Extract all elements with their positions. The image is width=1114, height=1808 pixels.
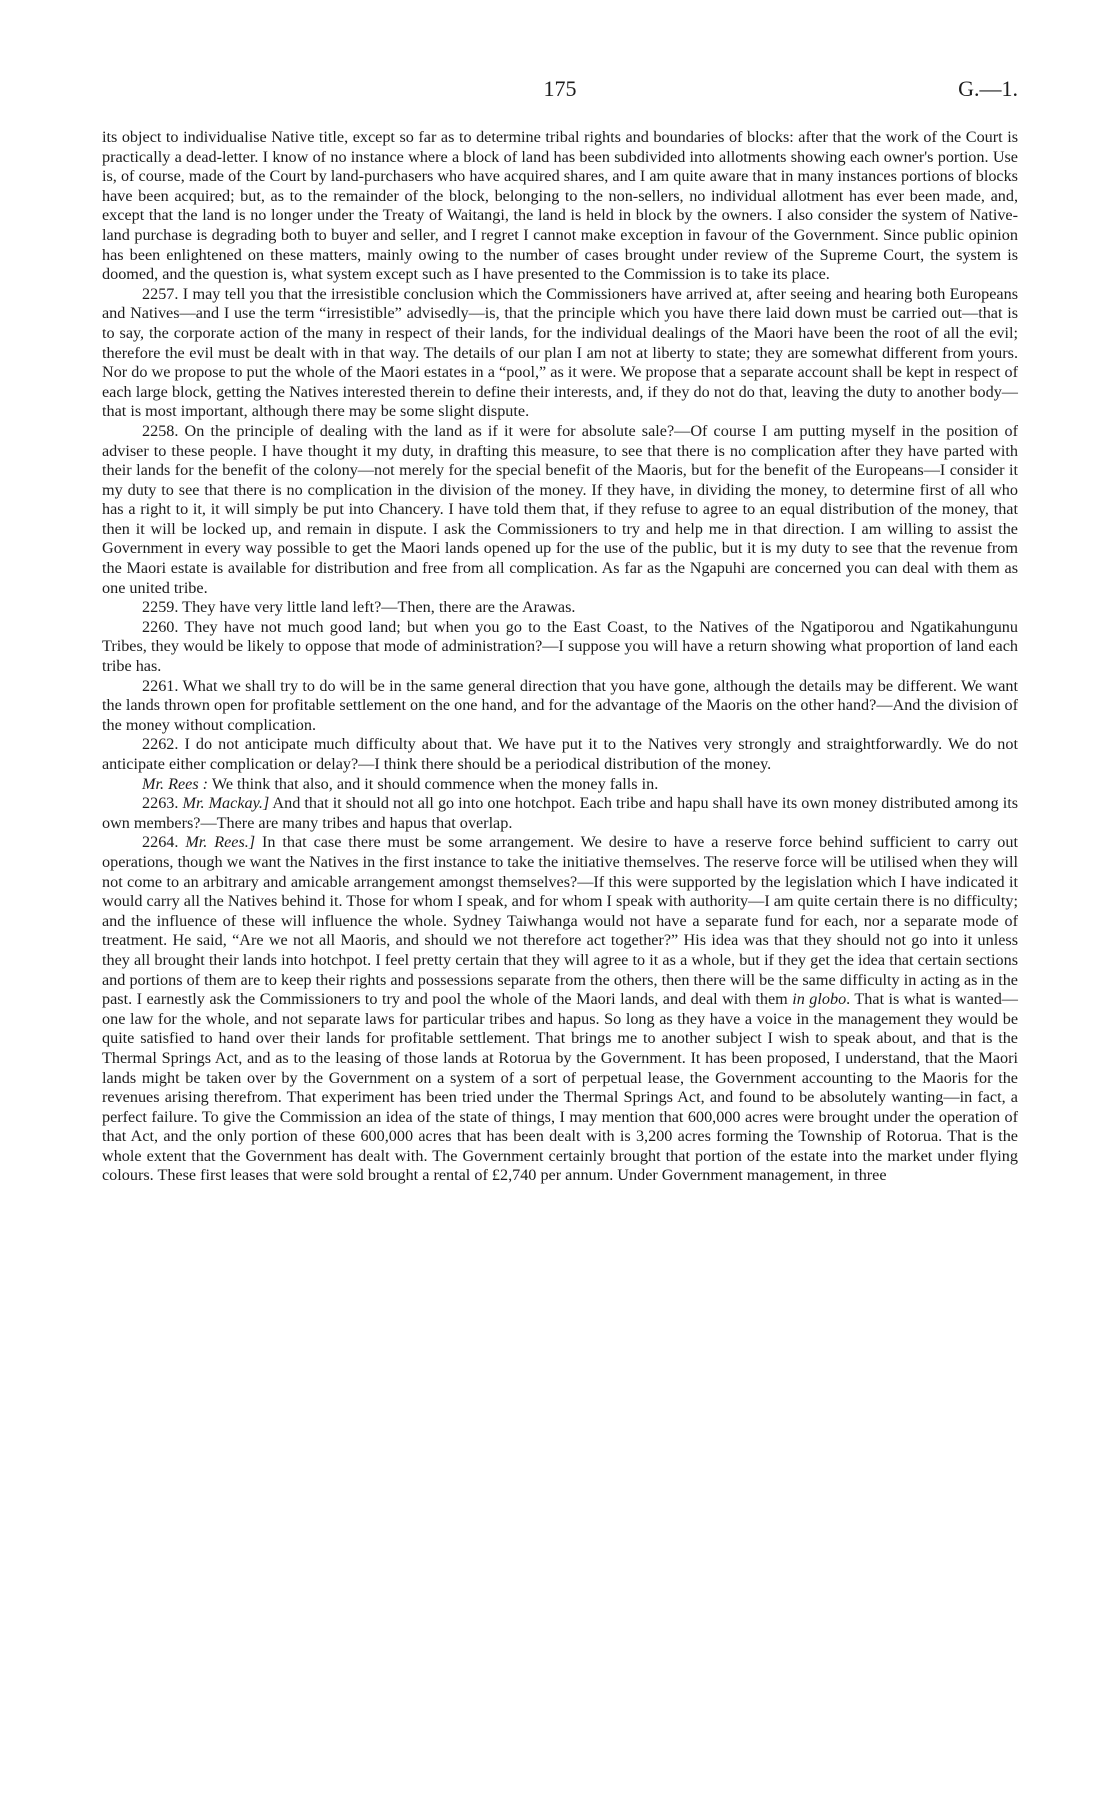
- speaker-name: Mr. Rees.]: [185, 833, 256, 852]
- paragraph-text: 2257. I may tell you that the irresistible conclusion which the Commissioners have arrived at, after seeing and hearing both Europeans and Natives—and I use the term “irresistible” advisedly—is, that the principle which you have there laid down must be carried out—that is to say, the corporate action of the many in respect of their lands, for the individual dealings of the Maori have been the root of all the evil; therefore the evil must be dealt with in that way. The details of our plan I am not at liberty to state; they are somewhat different from yours. Nor do we propose to put the whole of the Maori estates in a “pool,” as it were. We propose that a separate account shall be kept in respect of each large block, getting the Natives interested therein to define their interests, and, if they do not do that, leaving the duty to another body—that is most important, although there may be some slight dispute.: [102, 284, 1018, 421]
- paragraph-2260: [102, 618, 1018, 677]
- paragraph-2257: [102, 285, 1018, 422]
- paragraph-text: And that it should not all go into one hotchpot. Each tribe and hapu shall have its own money distributed among its own members?—There are many tribes and hapus that overlap.: [102, 794, 1019, 832]
- paragraph-2263: [102, 794, 1018, 833]
- paragraph-2262: [102, 735, 1018, 774]
- italic-phrase: in globo: [792, 990, 847, 1009]
- paragraph-text: 2261. What we shall try to do will be in the same general direction that you have gone, although the details may be different. We want the lands thrown open for profitable settlement on the one hand, and for the advantage of the Maoris on the other hand?—And the division of the money without complication.: [102, 676, 1018, 734]
- document-reference: G.—1.: [958, 76, 1018, 101]
- paragraph-text-continued: . That is what is wanted—one law for the whole, and not separate laws for particular tribes and hapus. So long as they have a voice in the management they would be quite satisfied to hand over their lands for profitable settlement. That brings me to another subject I wish to speak about, and that is the Thermal Springs Act, and as to the leasing of those lands at Rotorua by the Government. It has been proposed, I understand, that the Maori lands might be taken over by the Government on a system of a sort of perpetual lease, the Government accounting to the Maoris for the revenues arising therefrom. That experiment has been tried under the Thermal Springs Act, and found to be absolutely wanting—in fact, a perfect failure. To give the Commission an idea of the state of things, I may mention that 600,000 acres were brought under the operation of that Act, and the only portion of these 600,000 acres that has been dealt with is 3,200 acres forming the Township of Rotorua. That is the whole extent that the Government has dealt with. The Government certainly brought that portion of the estate into the market under flying colours. These first leases that were sold brought a rental of £2,740 per annum. Under Government management, in three: [102, 990, 1018, 1185]
- question-number: 2264.: [142, 833, 186, 852]
- page-number: 175: [543, 76, 577, 101]
- paragraph-2264: [102, 833, 1018, 1186]
- page-header: [102, 76, 1018, 106]
- speaker-name: Mr. Mackay.]: [182, 794, 270, 813]
- paragraph-2258: [102, 422, 1018, 598]
- paragraph-text: 2258. On the principle of dealing with the land as if it were for absolute sale?—Of course I am putting myself in the position of adviser to these people. I have thought it my duty, in drafting this measure, to see that there is no complication after they have parted with their lands for the benefit of the colony—not merely for the special benefit of the Maoris, but for the benefit of the Europeans—I consider it my duty to see that there is no complication in the division of the money. If they have, in dividing the money, to determine first of all who has a right to it, it will simply be put into Chancery. I have told them that, if they refuse to agree to an equal distribution of the money, that then it will be locked up, and remain in dispute. I ask the Commissioners to try and help me in that direction. I am willing to assist the Government in every way possible to get the Maori lands opened up for the use of the public, but it is my duty to see that the revenue from the Maori estate is available for distribution and free from all complication. As far as the Ngapuhi are concerned you can deal with them as one united tribe.: [102, 421, 1018, 597]
- paragraph-2259: [102, 598, 1018, 618]
- speaker-name: Mr. Rees :: [142, 774, 209, 793]
- paragraph-text: 2259. They have very little land left?—Then, there are the Arawas.: [142, 598, 576, 617]
- paragraph-continuation: [102, 128, 1018, 285]
- question-number: 2263.: [142, 794, 183, 813]
- body-text: [102, 128, 1018, 1186]
- paragraph-text: 2260. They have not much good land; but when you go to the East Coast, to the Natives of the Ngatiporou and Ngatikahungunu Tribes, they would be likely to oppose that mode of administration?—I suppose you will have a return showing what proportion of land each tribe has.: [102, 617, 1018, 676]
- paragraph-text: In that case there must be some arrangement. We desire to have a reserve force behind sufficient to carry out operations, though we want the Natives in the first instance to take the initiative themselves. The reserve force will be utilised when they will not come to an arbitrary and amicable arrangement amongst themselves?—If this were supported by the legislation which I have indicated it would carry all the Natives behind it. Those for whom I speak, and for whom I speak with authority—I am quite certain there is no difficulty; and the influence of these will influence the whole. Sydney Taiwhanga would not have a separate fund for each, nor a separate mode of treatment. He said, “Are we not all Maoris, and should we not therefore act together?” His idea was that they should not go into it unless they all brought their lands into hotchpot. I feel pretty certain that they will agree to it as a whole, but if they get the idea that certain sections and portions of them are to keep their rights and possessions separate from the others, then there will be the same difficulty in acting as in the past. I earnestly ask the Commissioners to try and pool the whole of the Maori lands, and deal with them: [102, 833, 1019, 1009]
- paragraph-text: its object to individualise Native title, except so far as to determine tribal rights and boundaries of blocks: after that the work of the Court is practically a dead-letter. I know of no instance where a block of land has been subdivided into allotments showing each owner's portion. Use is, of course, made of the Court by land-purchasers who have acquired shares, and I am quite aware that in many instances portions of blocks have been acquired; but, as to the remainder of the block, belonging to the non-sellers, no individual allotment has ever been made, and, except that the land is no longer under the Treaty of Waitangi, the land is held in block by the owners. I also consider the system of Native-land purchase is degrading both to buyer and seller, and I regret I cannot make exception in favour of the Government. Since public opinion has been enlightened on these matters, mainly owing to the number of cases brought under review of the Supreme Court, the system is doomed, and the question is, what system except such as I have presented to the Commission is to take its place.: [102, 128, 1018, 284]
- paragraph-rees-remark: [102, 775, 1018, 795]
- paragraph-2261: [102, 677, 1018, 736]
- paragraph-text: 2262. I do not anticipate much difficulty about that. We have put it to the Natives very strongly and straightforwardly. We do not anticipate either complication or delay?—I think there should be a periodical distribution of the money.: [102, 735, 1018, 773]
- paragraph-text: We think that also, and it should commence when the money falls in.: [208, 774, 659, 793]
